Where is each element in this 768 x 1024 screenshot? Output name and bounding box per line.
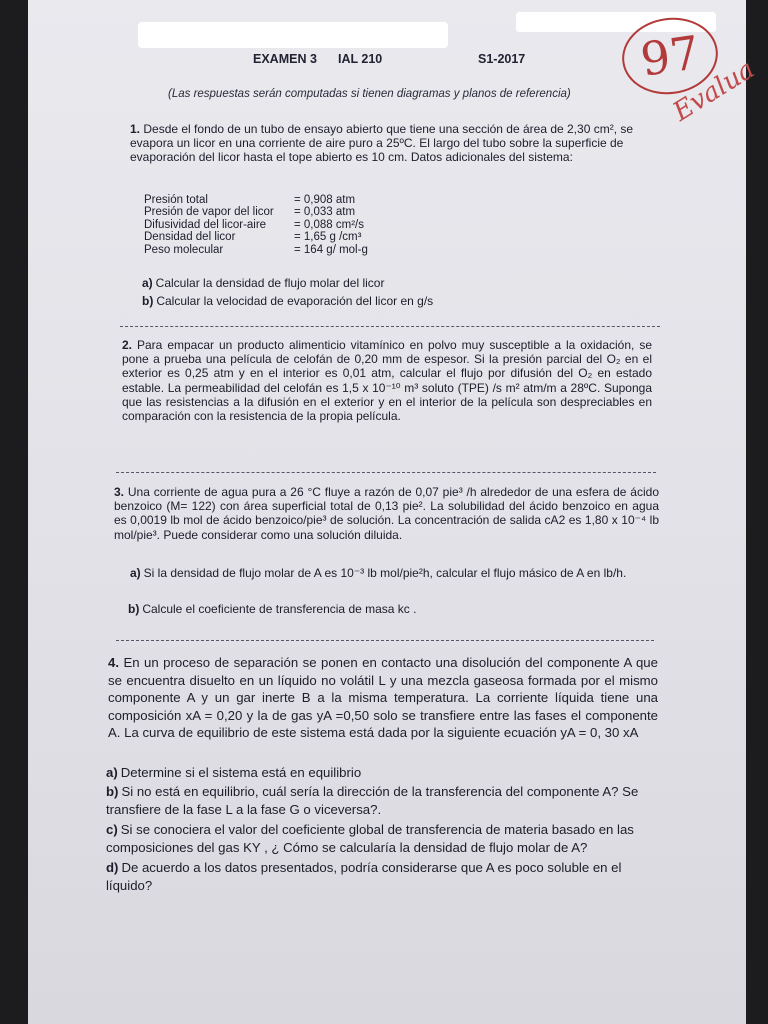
instructions: (Las respuestas serán computadas si tienen diagramas y planos de referencia) bbox=[168, 88, 571, 100]
question-4 bbox=[108, 654, 658, 742]
question-4-part-d: d) De acuerdo a los datos presentados, podría considerarse que A es poco soluble en el líquido? bbox=[106, 860, 622, 893]
section-divider bbox=[116, 472, 656, 473]
redacted-name bbox=[138, 22, 448, 48]
question-1-part-b: b) Calcular la velocidad de evaporación del licor en g/s bbox=[142, 294, 434, 308]
question-number: 3. bbox=[114, 485, 125, 499]
course-code: IAL 210 bbox=[338, 52, 383, 66]
question-2 bbox=[122, 338, 652, 423]
data-list bbox=[144, 194, 444, 256]
section-divider bbox=[116, 640, 654, 641]
data-row: Difusividad del licor-aire = 0,088 cm²/s bbox=[144, 218, 364, 231]
semester: S1-2017 bbox=[478, 52, 526, 66]
question-1-part-a: a) Calcular la densidad de flujo molar del licor bbox=[142, 276, 385, 290]
data-row: Presión total = 0,908 atm bbox=[144, 194, 356, 206]
question-number: 2. bbox=[122, 338, 133, 352]
question-text: Para empacar un producto alimenticio vitamínico en polvo muy susceptible a la oxidación, se pone a prueba una película de celofán de 0,20 mm de espesor. Si la presión parcial del O₂ en el exterior es 0,25 atm y en el interior es 0,01 atm, calcular el flujo por difusión del O₂ en estado estable. La permeabilidad del celofán es 1,5 x 10⁻¹⁰ m³ soluto (TPE) /s m² atm/m a 28ºC. Suponga que las resistencias a la difusión en el exterior y en el interior de la película son despreciables en comparación con la resistencia de la propia película. bbox=[122, 338, 652, 424]
question-number: 4. bbox=[108, 655, 119, 670]
question-text: En un proceso de separación se ponen en contacto una disolución del componente A que se encuentra disuelto en un líquido no volátil L y una mezcla gaseosa formada por el mismo componente A y un gar inerte B a la misma temperatura. La corriente líquida tiene una composición xA = 0,20 y la de gas yA =0,50 solo se transfiere entre las fases el componente A. La curva de equilibrio de este sistema está dada por la siguiente ecuación yA = 0, 30 xA bbox=[108, 655, 658, 740]
question-3-part-a: a) Si la densidad de flujo molar de A es 10⁻³ lb mol/pie²h, calcular el flujo másico de A en lb/h. bbox=[130, 566, 627, 580]
question-3 bbox=[114, 485, 659, 542]
question-4-part-c: c) Si se conociera el valor del coeficiente global de transferencia de materia basado en las composiciones del gas KY , ¿ Cómo se calcularía la densidad de flujo molar de A? bbox=[106, 822, 634, 855]
data-row: Densidad del licor = 1,65 g /cm³ bbox=[144, 231, 362, 244]
exam-title: EXAMEN 3 bbox=[253, 52, 317, 66]
question-number: 1. bbox=[130, 122, 141, 136]
question-1 bbox=[130, 122, 668, 165]
data-row: Peso molecular = 164 g/ mol-g bbox=[144, 243, 368, 256]
question-4-part-a: a) Determine si el sistema está en equilibrio bbox=[106, 765, 362, 780]
question-text: Desde el fondo de un tubo de ensayo abierto que tiene una sección de área de 2,30 cm², se evapora un licor en una corriente de aire puro a 25ºC. El largo del tubo sobre la superficie de evaporación del licor hasta el tope abierto es 10 cm. Datos adicionales del sistema: bbox=[130, 122, 634, 165]
section-divider bbox=[120, 326, 660, 327]
grade-circle: 97 bbox=[617, 12, 723, 101]
handwritten-note: Evalua bbox=[668, 54, 760, 128]
question-3-part-b: b) Calcule el coeficiente de transferencia de masa kc . bbox=[128, 602, 417, 616]
question-text: Una corriente de agua pura a 26 °C fluye a razón de 0,07 pie³ /h alrededor de una esfera de ácido benzoico (M= 122) con área superficial total de 0,13 pie². La solubilidad del ácido benzoico en agua es 0,0019 lb mol de ácido benzoico/pie³ de solución. La concentración de salida cA2 es 1,80 x 10⁻⁴ lb mol/pie³. Puede considerar como una solución diluida. bbox=[114, 485, 659, 542]
question-4-part-b: b) Si no está en equilibrio, cuál sería la dirección de la transferencia del componente A? Se transfiere de la fase L a la fase G o viceversa?. bbox=[106, 784, 639, 817]
exam-sheet bbox=[28, 0, 760, 1024]
data-row: Presión de vapor del licor = 0,033 atm bbox=[144, 206, 356, 219]
